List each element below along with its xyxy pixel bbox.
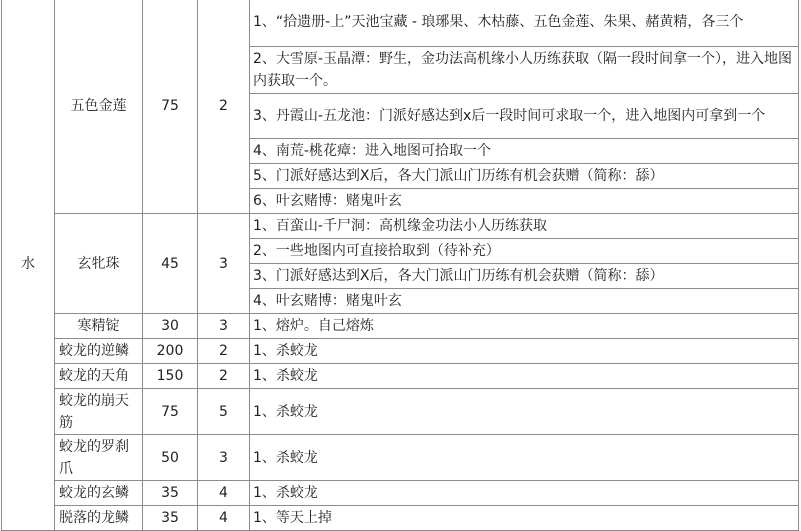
item-value: 75 <box>143 0 198 214</box>
table-row <box>2 214 799 239</box>
item-name: 蛟龙的玄鳞 <box>55 481 143 506</box>
item-name: 蛟龙的罗刹爪 <box>55 435 143 481</box>
source-text: 3、门派好感达到X后，各大门派山门历练有机会获赠（简称：舔） <box>250 264 799 289</box>
item-value: 75 <box>143 389 198 435</box>
item-name: 蛟龙的天角 <box>55 364 143 389</box>
table-row <box>2 506 799 531</box>
item-value: 35 <box>143 506 198 531</box>
source-text: 1、杀蛟龙 <box>250 364 799 389</box>
source-text: 1、杀蛟龙 <box>250 481 799 506</box>
source-text: 1、“拾遗册-上”天池宝藏 - 琅琊果、木枯藤、五色金莲、朱果、赭黄精，各三个 <box>250 0 799 47</box>
item-value: 50 <box>143 435 198 481</box>
item-name: 蛟龙的崩天筋 <box>55 389 143 435</box>
materials-table <box>1 0 799 531</box>
source-text: 2、大雪原-玉晶潭：野生，金功法高机缘小人历练获取（隔一段时间拿一个），进入地图内获取一个。 <box>250 47 799 94</box>
item-name: 玄牝珠 <box>55 214 143 314</box>
item-count: 2 <box>198 0 250 214</box>
item-value: 150 <box>143 364 198 389</box>
source-text: 1、杀蛟龙 <box>250 435 799 481</box>
item-value: 200 <box>143 339 198 364</box>
source-text: 2、一些地图内可直接拾取到（待补充） <box>250 239 799 264</box>
item-value: 45 <box>143 214 198 314</box>
item-count: 2 <box>198 339 250 364</box>
item-name: 蛟龙的逆鳞 <box>55 339 143 364</box>
item-count: 5 <box>198 389 250 435</box>
item-value: 30 <box>143 314 198 339</box>
table-row <box>2 364 799 389</box>
table-row <box>2 0 799 47</box>
item-count: 3 <box>198 314 250 339</box>
source-text: 4、南荒-桃花瘴：进入地图可拾取一个 <box>250 139 799 164</box>
table-row <box>2 314 799 339</box>
table-row <box>2 481 799 506</box>
source-text: 1、百蛮山-千尸洞：高机缘金功法小人历练获取 <box>250 214 799 239</box>
source-text: 4、叶玄赌博：赌鬼叶玄 <box>250 289 799 314</box>
source-text: 6、叶玄赌博：赌鬼叶玄 <box>250 189 799 214</box>
item-value: 35 <box>143 481 198 506</box>
item-count: 3 <box>198 435 250 481</box>
table-row <box>2 435 799 481</box>
source-text: 1、等天上掉 <box>250 506 799 531</box>
item-count: 4 <box>198 506 250 531</box>
item-name: 寒精锭 <box>55 314 143 339</box>
source-text: 1、熔炉。自己熔炼 <box>250 314 799 339</box>
item-count: 4 <box>198 481 250 506</box>
item-count: 2 <box>198 364 250 389</box>
table-row <box>2 339 799 364</box>
item-name: 脱落的龙鳞 <box>55 506 143 531</box>
item-name: 五色金莲 <box>55 0 143 214</box>
source-text: 1、杀蛟龙 <box>250 339 799 364</box>
source-text: 1、杀蛟龙 <box>250 389 799 435</box>
item-count: 3 <box>198 214 250 314</box>
table-row <box>2 389 799 435</box>
source-text: 3、丹霞山-五龙池：门派好感达到x后一段时间可求取一个，进入地图内可拿到一个 <box>250 94 799 139</box>
source-text: 5、门派好感达到X后，各大门派山门历练有机会获赠（简称：舔） <box>250 164 799 189</box>
category-cell: 水 <box>2 0 55 531</box>
